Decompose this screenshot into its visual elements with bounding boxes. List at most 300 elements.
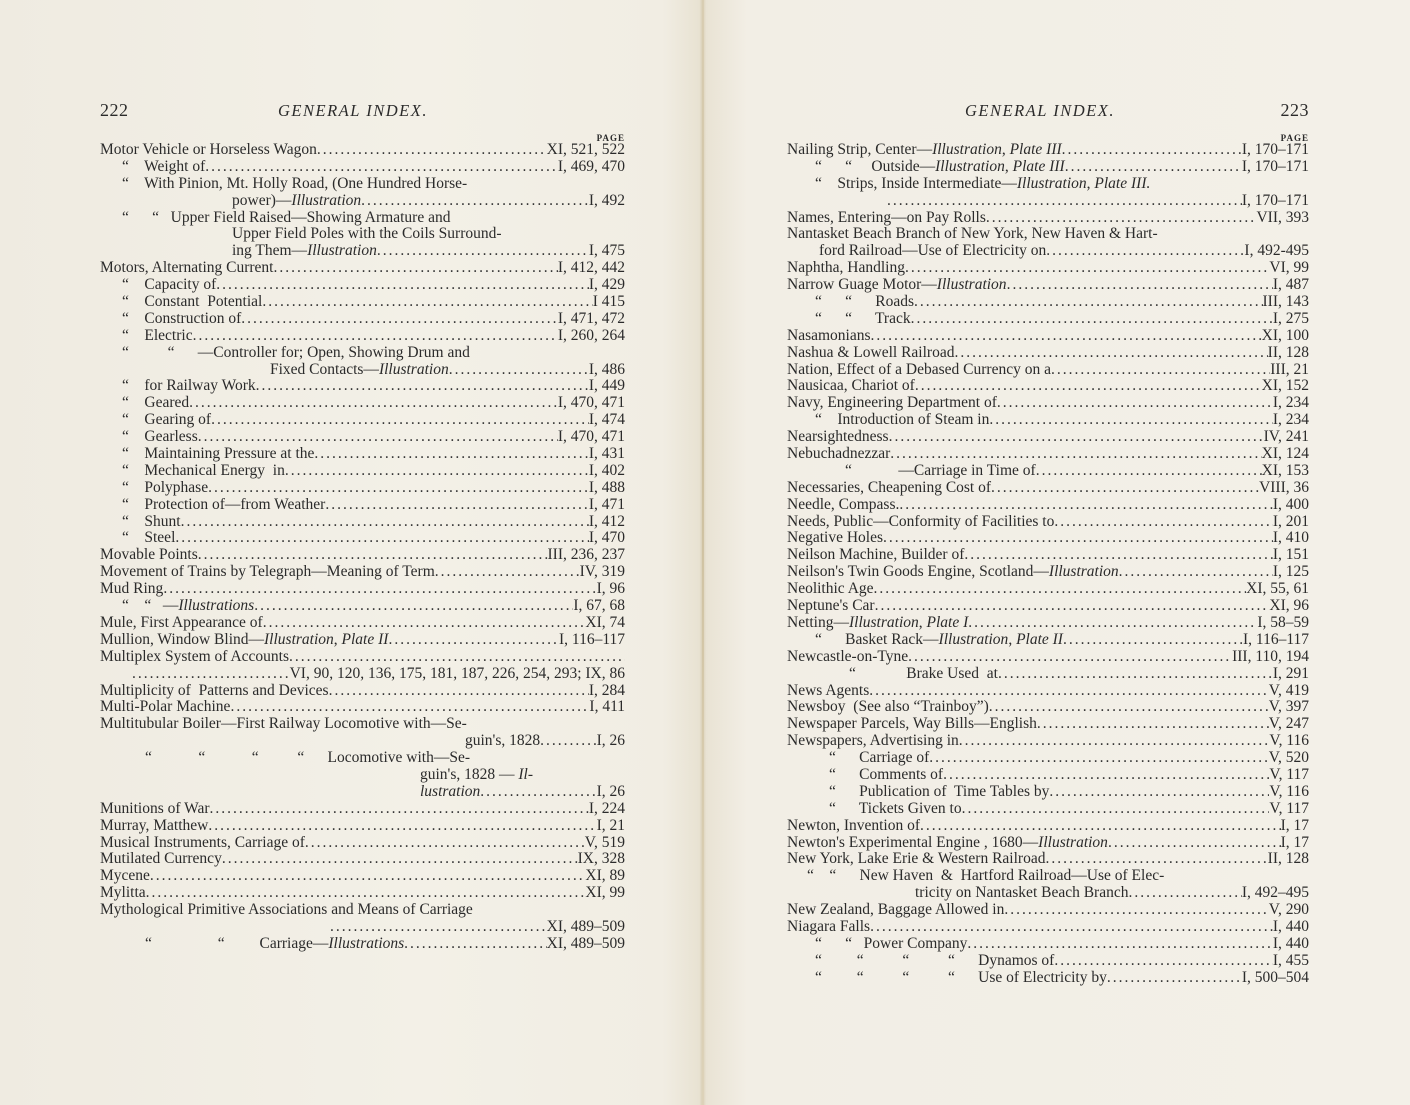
entry-volume-page-ref: III, 236, 237 [547,546,625,564]
index-entry [787,243,1309,260]
entry-text: lustration [420,782,481,800]
index-entry [787,767,1309,784]
entry-text: Mycene [100,867,150,885]
index-entry [100,750,625,767]
leader-dots [198,547,548,564]
index-entry [787,311,1309,328]
index-entry [787,328,1309,345]
index-entry [787,666,1309,683]
entry-text: Mutilated Currency [100,850,222,868]
entry-volume-page-ref: I, 488 [588,478,625,496]
index-entry [787,733,1309,750]
entry-text: “ Protection of—from Weather [122,495,326,513]
entry-volume-page-ref: I, 487 [1272,276,1309,294]
entry-text: “ “ Track [815,309,911,327]
index-entry [100,615,625,632]
entry-text: Motors, Alternating Current [100,259,274,277]
leader-dots [263,615,586,632]
entry-volume-page-ref: IV, 319 [579,563,625,581]
entry-text: Nashua & Lowell Railroad [787,343,955,361]
entry-volume-page-ref: XI, 124 [1261,445,1309,463]
index-entry [787,564,1309,581]
leader-dots [870,919,1273,936]
leader-dots [329,683,589,700]
index-entry [787,277,1309,294]
index-entry [787,142,1309,159]
entry-volume-page-ref: I, 170–171 [1241,157,1309,175]
leader-dots [968,615,1257,632]
entry-volume-page-ref: I, 412 [588,512,625,530]
leader-dots [998,666,1273,683]
entry-text: Newsboy (See also “Trainboy”) [787,698,989,716]
entry-text: Nantasket Beach Branch of New York, New Haven & Hart- [787,225,1158,243]
leader-dots [132,666,290,683]
entry-text: “ “ “ “ Dynamos of [815,951,1055,969]
entry-volume-page-ref: I, 116–117 [1242,630,1309,648]
index-entry [787,176,1309,193]
leader-dots [920,818,1281,835]
entry-volume-page-ref: II, 128 [1267,343,1309,361]
entry-text: “ Carriage of [829,749,930,767]
leader-dots [967,936,1272,953]
leader-dots [1054,514,1272,531]
entry-volume-page-ref: I, 125 [1272,563,1309,581]
entry-text: Needs, Public—Conformity of Facilities to [787,512,1055,530]
leader-dots [1036,463,1262,480]
index-entry [787,801,1309,818]
leader-dots [189,395,558,412]
entry-volume-page-ref: I, 470 [588,529,625,547]
entry-volume-page-ref: XI, 96 [1269,597,1309,615]
index-entry [100,919,625,936]
entry-volume-page-ref: XI, 99 [585,884,625,902]
leader-dots [911,311,1273,328]
leader-dots [1007,277,1273,294]
index-entry [787,699,1309,716]
entry-volume-page-ref: I, 431 [588,445,625,463]
leader-dots [887,193,1242,210]
entry-text: Narrow Guage Motor—Illustration [787,276,1007,294]
index-entry [100,463,625,480]
leader-dots [1037,716,1269,733]
leader-dots [1049,784,1269,801]
index-entry [787,835,1309,852]
entry-text: “ Electric [122,326,193,344]
leader-dots [208,818,596,835]
index-entry [787,362,1309,379]
entry-text: Mythological Primitive Associations and Means of Carriage [100,901,473,919]
leader-dots [325,497,588,514]
entry-volume-page-ref: III, 110, 194 [1232,647,1309,665]
index-entry [787,345,1309,362]
leader-dots [193,328,558,345]
entry-text: “ Capacity of [122,276,217,294]
entry-text: tricity on Nantasket Beach Branch [915,884,1129,902]
entry-text: Multitubular Boiler—First Railway Locomotive with—Se- [100,715,467,733]
leader-dots [361,193,589,210]
entry-volume-page-ref: II, 128 [1267,850,1309,868]
index-entry [787,378,1309,395]
entry-volume-page-ref: I, 67, 68 [573,597,625,615]
entry-text: “ “ Power Company [815,934,968,952]
entry-volume-page-ref: I, 260, 264 [557,326,625,344]
entry-volume-page-ref: XI, 489–509 [546,917,625,935]
index-entry [100,885,625,902]
leader-dots [989,412,1272,429]
entry-text: Munitions of War [100,799,210,817]
entry-text: “ Strips, Inside Intermediate—Illustration, Plate III. [815,174,1151,192]
entry-volume-page-ref: XI, 489–509 [546,934,625,952]
entry-volume-page-ref: I, 429 [588,276,625,294]
leader-dots [210,801,589,818]
entry-text: “ Brake Used at [849,664,998,682]
index-entry [787,412,1309,429]
leader-dots [1062,142,1242,159]
leader-dots [163,581,596,598]
index-entry [100,176,625,193]
entry-volume-page-ref: I, 402 [588,461,625,479]
leader-dots [150,868,585,885]
entry-volume-page-ref: I, 440 [1272,917,1309,935]
entry-text: “ Maintaining Pressure at the [122,445,315,463]
index-entry [787,885,1309,902]
entry-volume-page-ref: I, 275 [1272,309,1309,327]
index-entry [787,598,1309,615]
leader-dots [241,311,558,328]
leader-dots [262,294,592,311]
entry-text: “ Gearless [122,428,198,446]
entry-text: Necessaries, Cheapening Cost of [787,478,992,496]
leader-dots [959,733,1270,750]
leader-dots [256,378,589,395]
leader-dots [146,885,586,902]
entry-volume-page-ref: I, 471 [588,495,625,513]
index-entry [100,868,625,885]
index-entry [787,497,1309,514]
index-entry [787,970,1309,987]
entry-text: “ With Pinion, Mt. Holly Road, (One Hundred Horse- [122,174,468,192]
index-entry [100,733,625,750]
leader-dots [905,260,1269,277]
entry-text: guin's, 1828 — Il- [420,765,534,783]
page-number: 222 [100,100,129,120]
index-entries [100,142,625,953]
leader-dots [1065,159,1242,176]
leader-dots [899,497,1272,514]
entry-volume-page-ref: IX, 328 [577,850,625,868]
index-entry [100,818,625,835]
page-number: 223 [1280,100,1309,120]
entry-volume-page-ref: I, 170–171 [1241,141,1309,158]
index-entry [787,868,1309,885]
entry-text: Nebuchadnezzar [787,445,891,463]
leader-dots [986,210,1257,227]
leader-dots [470,750,625,767]
entry-text: “ —Carriage in Time of [845,461,1036,479]
leader-dots [450,210,625,227]
entry-text: Murray, Matthew [100,816,209,834]
entry-text: “ Weight of [122,157,206,175]
entry-text: Newcastle-on-Tyne [787,647,909,665]
index-entry [787,260,1309,277]
entry-volume-page-ref: XI, 89 [585,867,625,885]
index-entry [100,936,625,953]
leader-dots [1119,564,1273,581]
entry-text: Names, Entering—on Pay Rolls [787,208,986,226]
entry-text: Newton, Invention of [787,816,921,834]
leader-dots [890,446,1261,463]
index-entry [100,801,625,818]
leader-dots [473,902,625,919]
index-entry [100,210,625,227]
leader-dots [964,547,1272,564]
entry-volume-page-ref: I, 492-495 [1244,242,1309,260]
leader-dots [404,936,546,953]
running-head [100,100,625,124]
index-entry [787,649,1309,666]
leader-dots [435,564,580,581]
index-entry [100,142,625,159]
index-entry [100,666,625,683]
entry-text: “ Introduction of Steam in [815,411,990,429]
entry-volume-page-ref: XI, 74 [585,613,625,631]
entry-text: Mud Ring [100,580,164,598]
index-entry [787,936,1309,953]
entry-text: ford Railroad—Use of Electricity on [819,242,1047,260]
index-entry [100,632,625,649]
index-entry [100,446,625,463]
index-entry [100,649,625,666]
index-entry [100,260,625,277]
index-entry [787,463,1309,480]
running-title: GENERAL INDEX. [278,101,428,120]
leader-dots [480,784,596,801]
entry-text: “ “ “ “ Use of Electricity by [815,968,1107,986]
index-entry [100,480,625,497]
entry-text: “ Construction of [122,309,242,327]
entry-volume-page-ref: VI, 99 [1269,259,1309,277]
leader-dots [1150,176,1309,193]
entry-volume-page-ref: I, 26 [596,732,625,750]
index-entry [100,497,625,514]
entry-text: Movable Points [100,546,198,564]
index-entry [100,429,625,446]
leader-dots [997,395,1273,412]
leader-dots [929,750,1269,767]
entry-text: Naphtha, Handling [787,259,905,277]
index-entry [100,294,625,311]
index-entry [100,277,625,294]
entry-text: “ Steel [122,529,176,547]
entry-volume-page-ref: I, 116–117 [558,630,625,648]
leader-dots [889,429,1264,446]
entry-text: News Agents [787,681,870,699]
leader-dots [305,835,585,852]
entry-text: Negative Holes [787,529,883,547]
leader-dots [470,345,625,362]
index-entry [100,530,625,547]
entry-text: Fixed Contacts—Illustration [270,360,449,378]
entry-text: Nailing Strip, Center—Illustration, Plate III [787,141,1062,158]
leader-dots [1004,902,1268,919]
index-entry [787,159,1309,176]
index-entry [100,784,625,801]
entry-text: New York, Lake Erie & Western Railroad [787,850,1046,868]
index-entry [100,226,625,243]
entry-volume-page-ref: I 415 [592,293,625,311]
entry-text: ing Them—Illustration [232,242,377,260]
entry-text: “ “ Outside—Illustration, Plate III [815,157,1065,175]
index-entries [787,142,1309,987]
leader-dots [467,176,625,193]
index-entry [787,953,1309,970]
index-entry [787,530,1309,547]
leader-dots [914,294,1262,311]
entry-text: Nearsightedness [787,428,889,446]
leader-dots [1063,632,1243,649]
entry-volume-page-ref: I, 474 [588,411,625,429]
index-entry [787,547,1309,564]
entry-text: Multiplicity of Patterns and Devices [100,681,329,699]
leader-dots [274,260,558,277]
entry-text: Neilson's Twin Goods Engine, Scotland—Illustration [787,563,1119,581]
entry-volume-page-ref: I, 469, 470 [557,157,625,175]
entry-text: “ Tickets Given to [829,799,962,817]
entry-volume-page-ref: V, 117 [1269,799,1309,817]
entry-volume-page-ref: I, 224 [588,799,625,817]
entry-volume-page-ref: I, 234 [1272,394,1309,412]
index-entry [787,226,1309,243]
leader-dots [1128,885,1241,902]
index-entry [787,446,1309,463]
entry-volume-page-ref: V, 116 [1269,732,1309,750]
entry-volume-page-ref: XI, 55, 61 [1246,580,1309,598]
leader-dots [211,412,589,429]
index-entry [787,902,1309,919]
index-entry [100,851,625,868]
entry-text: Needle, Compass. [787,495,900,513]
index-entry [100,835,625,852]
entry-text: Niagara Falls [787,917,871,935]
entry-text: “ Publication of Time Tables by [829,782,1050,800]
entry-volume-page-ref: I, 21 [596,816,625,834]
index-entry [787,210,1309,227]
leader-dots [1045,851,1267,868]
entry-volume-page-ref: I, 440 [1272,934,1309,952]
entry-volume-page-ref: I, 170–171 [1241,191,1309,209]
leader-dots [330,919,547,936]
index-entry [100,395,625,412]
index-entry [787,784,1309,801]
index-entry [787,294,1309,311]
index-entry [100,581,625,598]
index-entry [100,716,625,733]
index-entry [787,480,1309,497]
index-entry [787,716,1309,733]
entry-volume-page-ref: XI, 153 [1261,461,1309,479]
index-entry [787,919,1309,936]
index-entry [100,699,625,716]
entry-text: Newspaper Parcels, Way Bills—English [787,715,1037,733]
entry-text: Multiplex System of Accounts [100,647,290,665]
leader-dots [908,649,1232,666]
entry-text: “ “ —Illustrations [122,597,255,615]
leader-dots [377,243,589,260]
leader-dots [388,632,559,649]
entry-volume-page-ref: V, 116 [1269,782,1309,800]
entry-volume-page-ref: V, 519 [584,833,625,851]
leader-dots [943,767,1269,784]
leader-dots [314,446,588,463]
entry-volume-page-ref: I, 471, 472 [557,309,625,327]
index-entry [787,683,1309,700]
index-entry [100,564,625,581]
entry-text: “ Gearing of [122,411,212,429]
entry-volume-page-ref: V, 247 [1268,715,1309,733]
index-entry [100,514,625,531]
leader-dots [289,649,625,666]
entry-text: Netting—Illustration, Plate I [787,613,969,631]
index-entry [787,615,1309,632]
leader-dots [216,277,589,294]
leader-dots [962,801,1270,818]
entry-volume-page-ref: V, 290 [1268,901,1309,919]
entry-volume-page-ref: VI, 90, 120, 136, 175, 181, 187, 226, 254, 293; IX, 86 [289,664,625,682]
index-entry [100,412,625,429]
index-entry [100,598,625,615]
leader-dots [1158,226,1309,243]
entry-text: Mule, First Appearance of [100,613,263,631]
entry-text: Nation, Effect of a Debased Currency on a [787,360,1051,378]
index-entry [787,429,1309,446]
leader-dots [1046,243,1244,260]
entry-volume-page-ref: VII, 393 [1256,208,1309,226]
entry-volume-page-ref: XI, 152 [1261,377,1309,395]
index-entry [100,547,625,564]
index-entry [787,395,1309,412]
leader-dots [871,328,1262,345]
entry-text: Neolithic Age [787,580,874,598]
book-gutter [702,0,704,1105]
entry-text: Nausicaa, Chariot of [787,377,915,395]
entry-text: Motor Vehicle or Horseless Wagon [100,141,317,158]
leader-dots [285,463,589,480]
entry-volume-page-ref: XI, 521, 522 [546,141,625,158]
entry-volume-page-ref: I, 486 [588,360,625,378]
entry-text: “ “ Upper Field Raised—Showing Armature and [122,208,451,226]
entry-text: Musical Instruments, Carriage of [100,833,305,851]
index-entry [100,378,625,395]
leader-dots [1108,835,1281,852]
entry-text: Mylitta [100,884,146,902]
index-entry [787,581,1309,598]
entry-volume-page-ref: I, 492 [588,191,625,209]
index-entry [100,243,625,260]
entry-text: Neilson Machine, Builder of [787,546,965,564]
index-entry [100,345,625,362]
entry-text: Nasamonians [787,326,871,344]
index-entry [100,328,625,345]
entry-text: “ for Railway Work [122,377,256,395]
entry-volume-page-ref: I, 411 [589,698,625,716]
index-entry [100,311,625,328]
entry-text: “ “ Carriage—Illustrations [145,934,405,952]
leader-dots [1051,362,1270,379]
index-entry [100,767,625,784]
entry-text: “ Comments of [829,765,944,783]
index-entry [787,193,1309,210]
entry-text: “ Basket Rack—Illustration, Plate II [815,630,1063,648]
